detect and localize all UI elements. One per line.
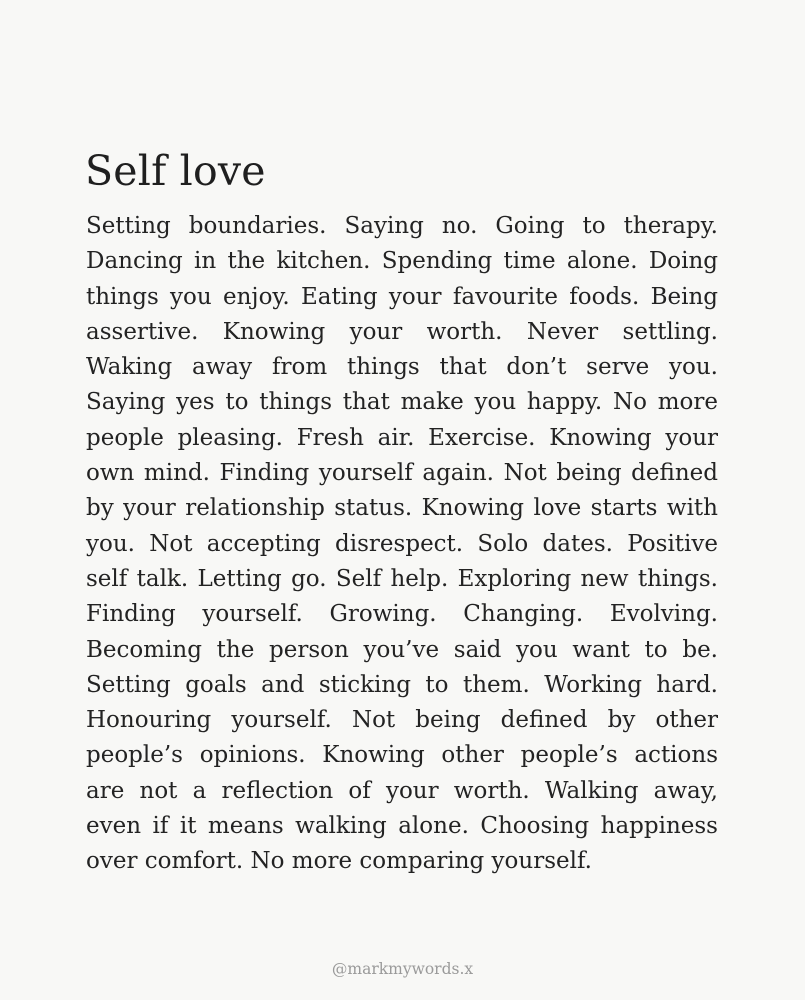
- body-line: own mind. Finding yourself again. Not being defined: [86, 460, 718, 487]
- body-line: even if it means walking alone. Choosing happiness: [86, 813, 718, 840]
- body-line: you. Not accepting disrespect. Solo dates. Positive: [86, 530, 718, 557]
- body-line: Waking away from things that don’t serve you.: [86, 354, 718, 381]
- body-line: people pleasing. Fresh air. Exercise. Knowing your: [86, 424, 718, 451]
- page-title: Self love: [85, 147, 266, 195]
- body-line: things you enjoy. Eating your favourite foods. Being: [86, 283, 718, 310]
- body-line: are not a reflection of your worth. Walking away,: [86, 777, 718, 804]
- author-handle: @markmywords.x: [331, 960, 474, 978]
- body-line: Dancing in the kitchen. Spending time alone. Doing: [86, 248, 718, 275]
- body-text: [86, 209, 718, 880]
- body-line: by your relationship status. Knowing love starts with: [86, 495, 718, 522]
- body-line: Saying yes to things that make you happy. No more: [86, 389, 718, 416]
- body-line: self talk. Letting go. Self help. Exploring new things.: [86, 565, 718, 592]
- body-line: assertive. Knowing your worth. Never settling.: [86, 318, 718, 345]
- body-line: over comfort. No more comparing yourself.: [86, 848, 592, 875]
- body-line: Becoming the person you’ve said you want to be.: [86, 636, 718, 663]
- body-line: Honouring yourself. Not being defined by other: [86, 707, 718, 734]
- body-line: Setting boundaries. Saying no. Going to therapy.: [86, 213, 718, 239]
- body-line: Finding yourself. Growing. Changing. Evolving.: [86, 601, 718, 628]
- body-line: Setting goals and sticking to them. Working hard.: [86, 671, 718, 698]
- body-line: people’s opinions. Knowing other people’s actions: [86, 742, 718, 769]
